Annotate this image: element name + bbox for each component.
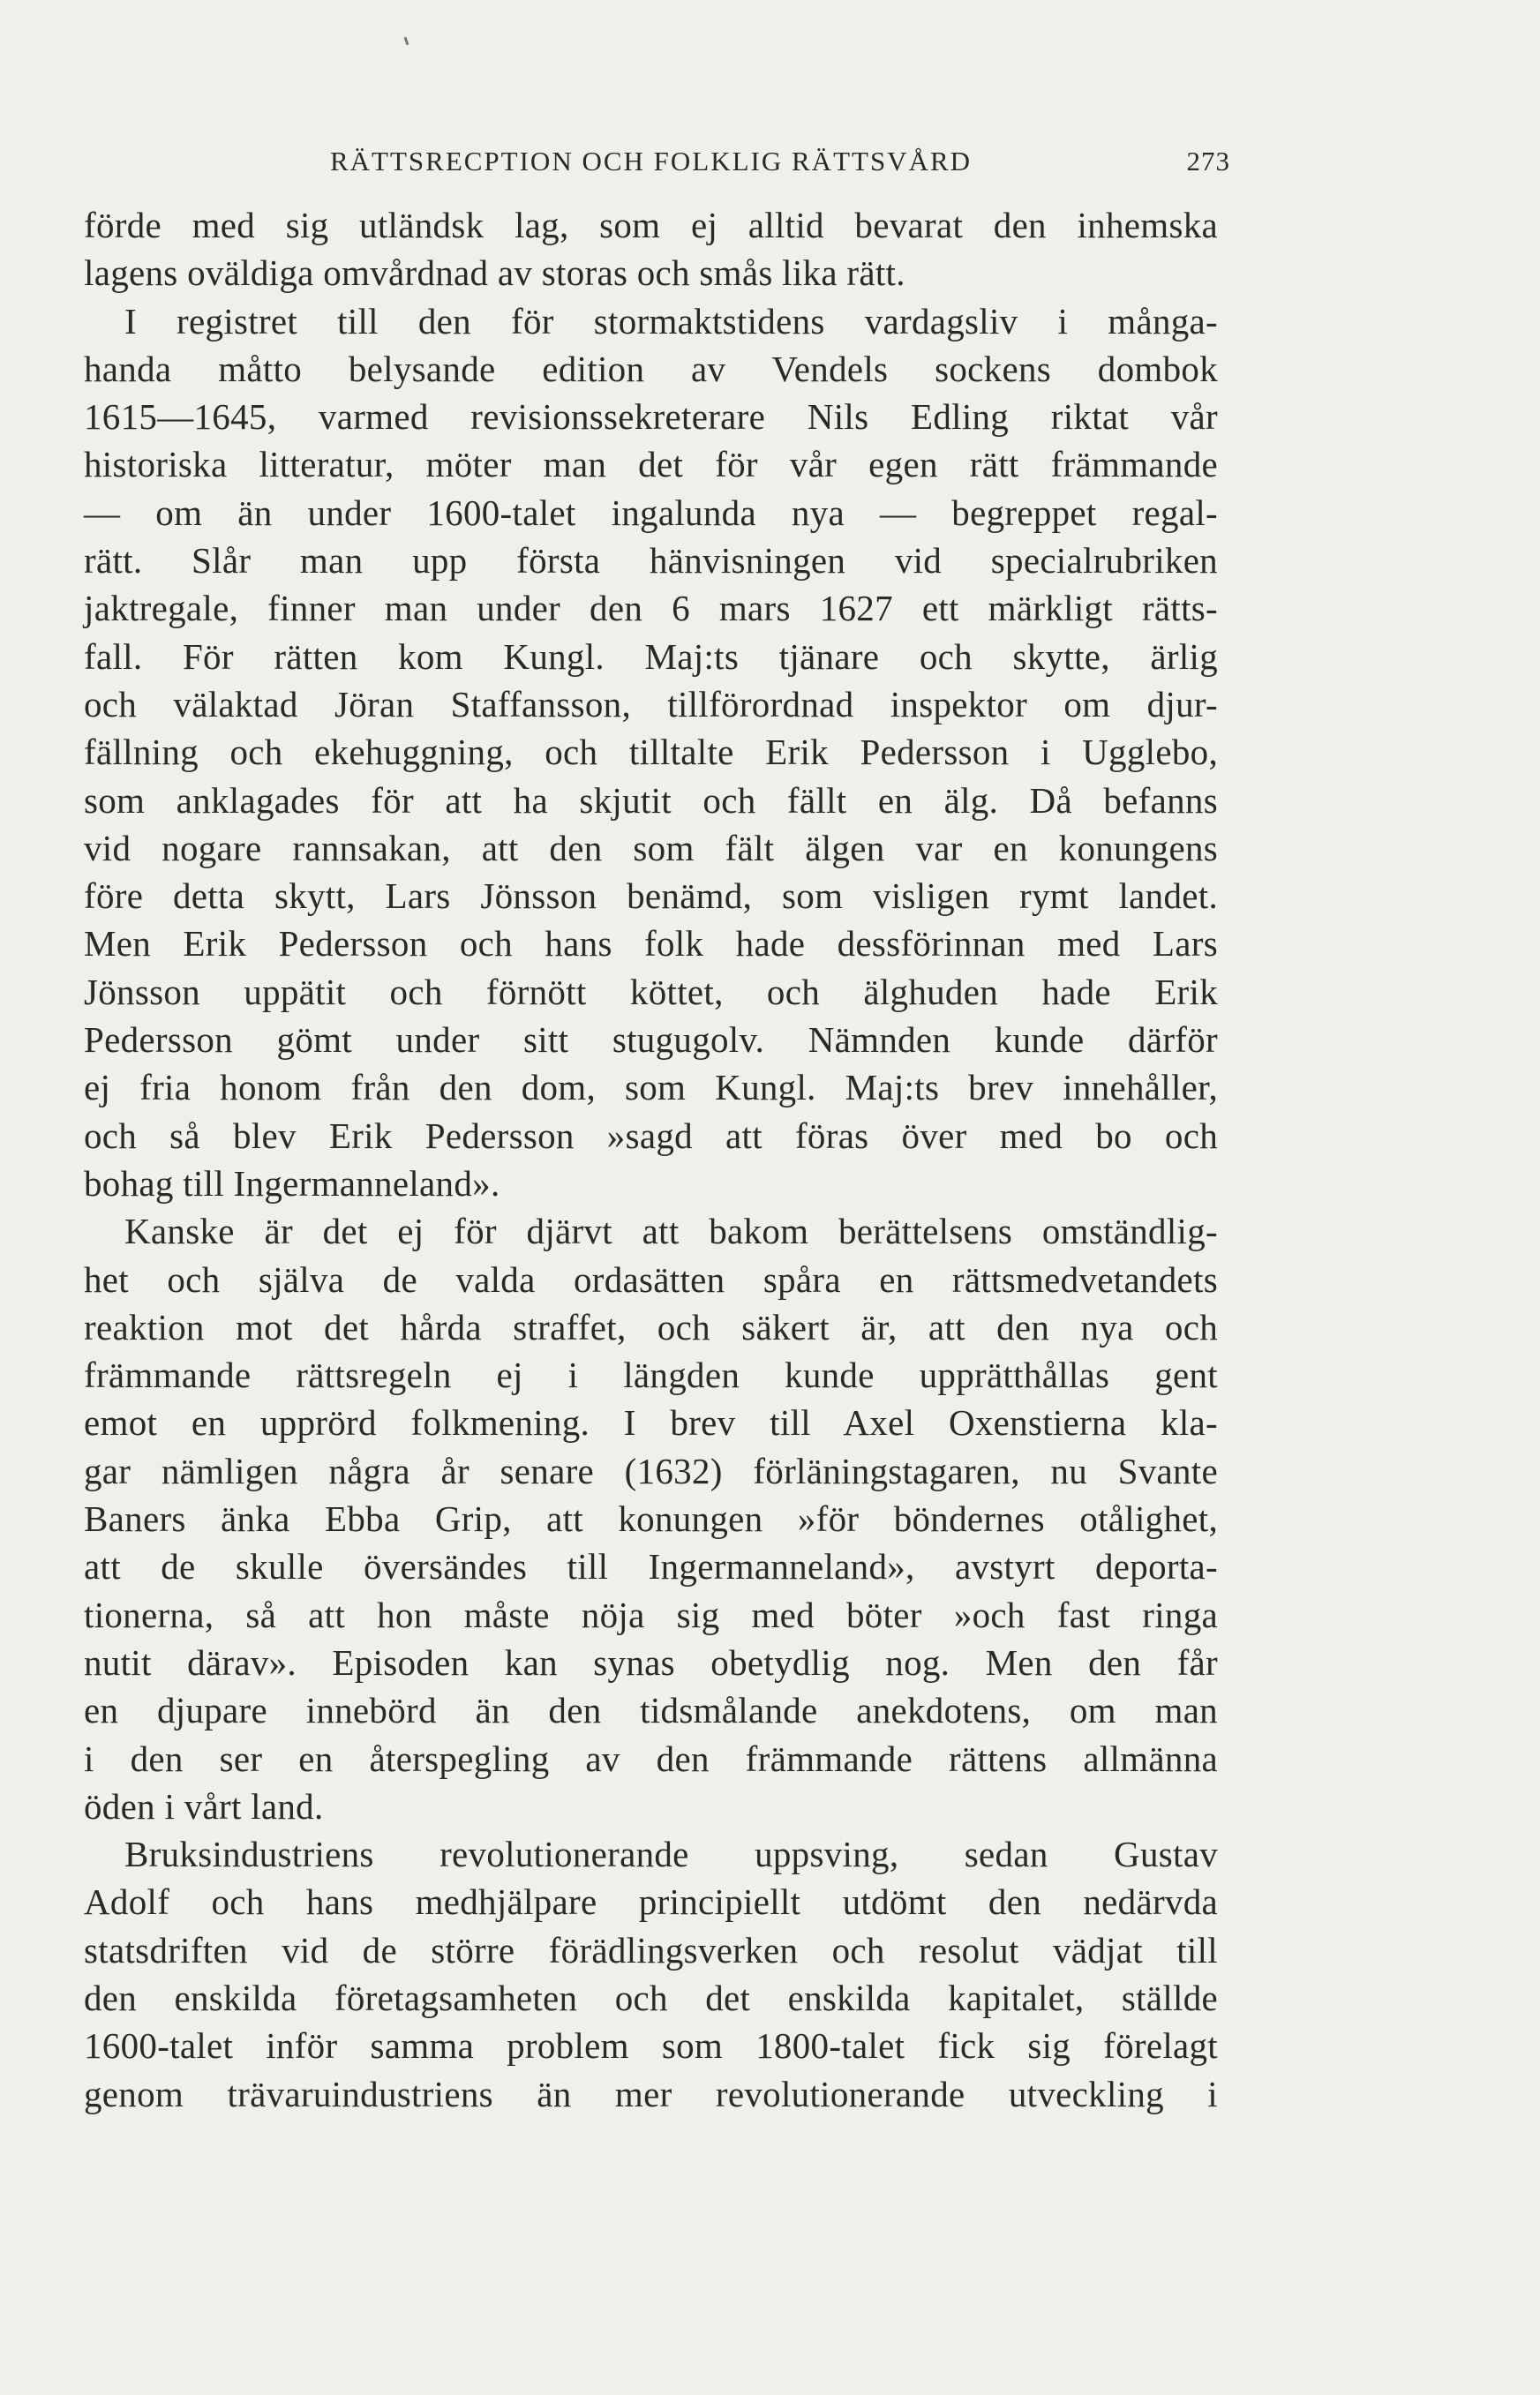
text-line: lagens oväldiga omvårdnad av storas och smås lika rätt. (84, 252, 905, 294)
text-line: som anklagades för att ha skjutit och fällt en älg. Då befanns (84, 779, 1218, 821)
text-line: att de skulle översändes till Ingermanneland», avstyrt deporta- (84, 1546, 1218, 1588)
text-line: före detta skytt, Lars Jönsson benämd, som visligen rymt landet. (84, 875, 1218, 917)
text-line: Pedersson gömt under sitt stugugolv. Nämnden kunde därför (84, 1019, 1218, 1061)
page-number: 273 (1186, 146, 1230, 176)
text-line: Jönsson uppätit och förnött köttet, och älghuden hade Erik (84, 971, 1218, 1012)
text-line: jaktregale, finner man under den 6 mars 1627 ett märkligt rätts- (84, 588, 1218, 629)
text-line: Men Erik Pedersson och hans folk hade dessförinnan med Lars (84, 923, 1218, 965)
page-header (84, 139, 1230, 184)
text-line: i den ser en återspegling av den främmande rättens allmänna (84, 1738, 1218, 1779)
text-line: den enskilda företagsamheten och det enskilda kapitalet, ställde (84, 1977, 1218, 2018)
text-line: gar nämligen några år senare (1632) förläningstagaren, nu Svante (84, 1450, 1218, 1491)
text-line: reaktion mot det hårda straffet, och säkert är, att den nya och (84, 1306, 1218, 1348)
text-line: vid nogare rannsakan, att den som fält älgen var en konungens (84, 827, 1218, 868)
scan-speck (404, 37, 409, 45)
text-line: och välaktad Jöran Staffansson, tillförordnad inspektor om djur- (84, 683, 1218, 725)
text-line: främmande rättsregeln ej i längden kunde upprätthållas gent (84, 1355, 1218, 1396)
text-line: Kanske är det ej för djärvt att bakom berättelsens omständlig- (124, 1211, 1218, 1252)
text-line: och så blev Erik Pedersson »sagd att föras över med bo och (84, 1115, 1218, 1156)
text-line: öden i vårt land. (84, 1785, 324, 1827)
text-line: — om än under 1600-talet ingalunda nya — begreppet regal- (84, 492, 1218, 533)
text-line: emot en upprörd folkmening. I brev till Axel Oxenstierna kla- (84, 1402, 1218, 1444)
text-line: ej fria honom från den dom, som Kungl. Maj:ts brev innehåller, (84, 1067, 1218, 1108)
text-line: bohag till Ingermanneland». (84, 1162, 500, 1204)
text-line: nutit därav». Episoden kan synas obetydlig nog. Men den får (84, 1641, 1218, 1683)
text-line: förde med sig utländsk lag, som ej alltid bevarat den inhemska (84, 205, 1218, 245)
text-line: Adolf och hans medhjälpare principiellt utdömt den nedärvda (84, 1881, 1218, 1923)
text-line: en djupare innebörd än den tidsmålande anekdotens, om man (84, 1690, 1218, 1731)
text-line: tionerna, så att hon måste nöja sig med böter »och fast ringa (84, 1594, 1218, 1635)
body-text (84, 201, 1218, 2118)
text-line: historiska litteratur, möter man det för vår egen rätt främmande (84, 444, 1218, 485)
text-line: het och själva de valda ordasätten spåra en rättsmedvetandets (84, 1258, 1218, 1300)
text-line: handa måtto belysande edition av Vendels sockens dombok (84, 348, 1218, 389)
text-line: 1600-talet inför samma problem som 1800-talet fick sig förelagt (84, 2025, 1218, 2067)
text-line: fällning och ekehuggning, och tilltalte Erik Pedersson i Ugglebo, (84, 732, 1218, 773)
text-line: statsdriften vid de större förädlingsverken och resolut vädjat till (84, 1929, 1218, 1971)
text-line: rätt. Slår man upp första hänvisningen vid specialrubriken (84, 540, 1218, 582)
text-line: genom trävaruindustriens än mer revolutionerande utveckling i (84, 2073, 1218, 2114)
text-line: Bruksindustriens revolutionerande uppsving, sedan Gustav (124, 1834, 1218, 1875)
running-head: RÄTTSRECPTION OCH FOLKLIG RÄTTSVÅRD (329, 146, 973, 176)
text-line: 1615—1645, varmed revisionssekreterare Nils Edling riktat vår (84, 396, 1218, 438)
text-line: fall. För rätten kom Kungl. Maj:ts tjänare och skytte, ärlig (84, 635, 1218, 677)
text-line: I registret till den för stormaktstidens vardagsliv i många- (124, 300, 1218, 342)
text-line: Baners änka Ebba Grip, att konungen »för böndernes otålighet, (84, 1498, 1218, 1540)
